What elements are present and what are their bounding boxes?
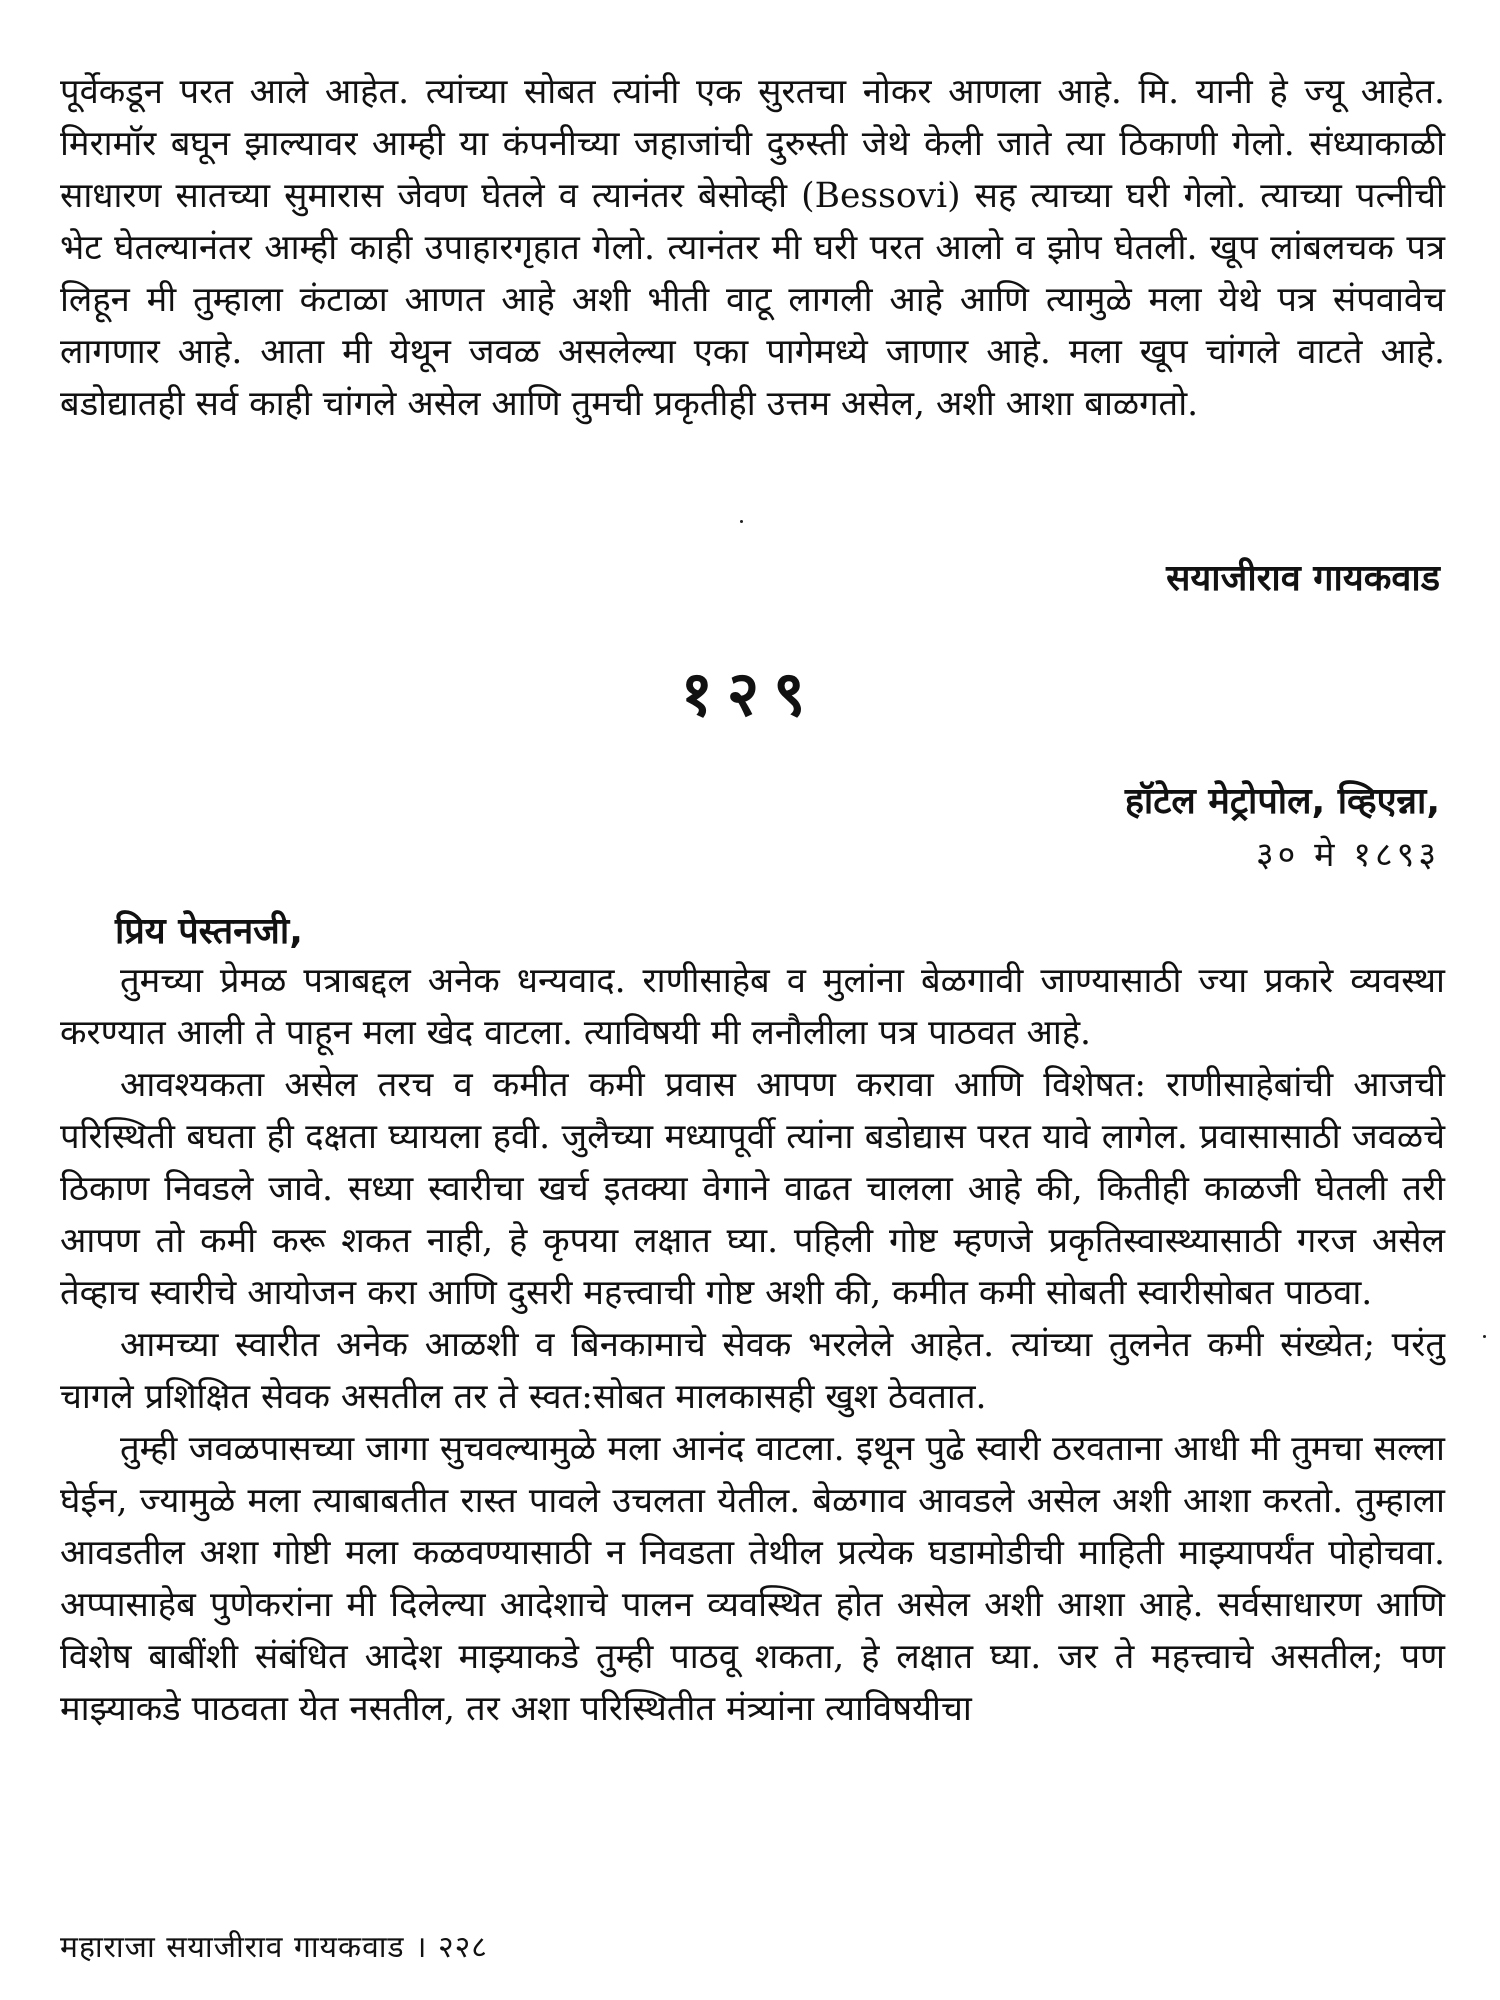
- print-speck: [740, 520, 743, 523]
- letter-paragraph: आवश्यकता असेल तरच व कमीत कमी प्रवास आपण करावा आणि विशेषत: राणीसाहेबांची आजची परिस्थिती बघता ही दक्षता घ्यायला हवी. जुलैच्या मध्यापूर्वी त्यांना बडोद्यास परत यावे लागेल. प्रवासासाठी जवळचे ठिकाण निवडले जावे. सध्या स्वारीचा खर्च इतक्या वेगाने वाढत चालला आहे की, कितीही काळजी घेतली तरी आपण तो कमी करू शकत नाही, हे कृपया लक्षात घ्या. पहिली गोष्ट म्हणजे प्रकृतिस्वास्थ्यासाठी गरज असेल तेव्हाच स्वारीचे आयोजन करा आणि दुसरी महत्त्वाची गोष्ट अशी की, कमीत कमी सोबती स्वारीसोबत पाठवा.: [60, 1065, 1445, 1313]
- letter-paragraph: तुम्ही जवळपासच्या जागा सुचवल्यामुळे मला आनंद वाटला. इथून पुढे स्वारी ठरवताना आधी मी तुमचा सल्ला घेईन, ज्यामुळे मला त्याबाबतीत रास्त पावले उचलता येतील. बेळगाव आवडले असेल अशी आशा करतो. तुम्हाला आवडतील अशा गोष्टी मला कळवण्यासाठी न निवडता तेथील प्रत्येक घडामोडीची माहिती माझ्यापर्यंत पोहोचवा. अप्पासाहेब पुणेकरांना मी दिलेल्या आदेशाचे पालन व्यवस्थित होत असेल अशी आशा आहे. सर्वसाधारण आणि विशेष बाबींशी संबंधित आदेश माझ्याकडे तुम्ही पाठवू शकता, हे लक्षात घ्या. जर ते महत्त्वाचे असतील; पण माझ्याकडे पाठवता येत नसतील, तर अशा परिस्थितीत मंत्र्यांना त्याविषयीचा: [60, 1429, 1445, 1729]
- salutation: प्रिय पेस्तनजी,: [115, 911, 303, 952]
- continued-letter-paragraph: पूर्वेकडून परत आले आहेत. त्यांच्या सोबत त्यांनी एक सुरतचा नोकर आणला आहे. मि. यानी हे ज्यू आहेत. मिरामॉर बघून झाल्यावर आम्ही या कंपनीच्या जहाजांची दुरुस्ती जेथे केली जाते त्या ठिकाणी गेलो. संध्याकाळी साधारण सातच्या सुमारास जेवण घेतले व त्यानंतर बेसोव्ही (Bessovi) सह त्याच्या घरी गेलो. त्याच्या पत्नीची भेट घेतल्यानंतर आम्ही काही उपाहारगृहात गेलो. त्यानंतर मी घरी परत आलो व झोप घेतली. खूप लांबलचक पत्र लिहून मी तुम्हाला कंटाळा आणत आहे अशी भीती वाटू लागली आहे आणि त्यामुळे मला येथे पत्र संपवावेच लागणार आहे. आता मी येथून जवळ असलेल्या एका पागेमध्ये जाणार आहे. मला खूप चांगले वाटते आहे. बडोद्यातही सर्व काही चांगले असेल आणि तुमची प्रकृतीही उत्तम असेल, अशी आशा बाळगतो.: [60, 72, 1445, 424]
- print-speck: [1483, 1335, 1486, 1338]
- letter-address: हॉटेल मेट्रोपोल, व्हिएन्ना,: [1124, 781, 1440, 822]
- letter-body: [60, 955, 1445, 1735]
- letter-paragraph: आमच्या स्वारीत अनेक आळशी व बिनकामाचे सेवक भरलेले आहेत. त्यांच्या तुलनेत कमी संख्येत; परंतु चागले प्रशिक्षित सेवक असतील तर ते स्वत:सोबत मालकासही खुश ठेवतात.: [60, 1325, 1445, 1417]
- letter-number: १२९: [680, 657, 820, 730]
- signature: सयाजीराव गायकवाड: [1166, 558, 1440, 599]
- page-footer: महाराजा सयाजीराव गायकवाड । २२८: [60, 1930, 488, 1965]
- letter-paragraph: तुमच्या प्रेमळ पत्राबद्दल अनेक धन्यवाद. राणीसाहेब व मुलांना बेळगावी जाण्यासाठी ज्या प्रकारे व्यवस्था करण्यात आली ते पाहून मला खेद वाटला. त्याविषयी मी लनौलीला पत्र पाठवत आहे.: [60, 961, 1445, 1053]
- letter-date: ३० मे १८९३: [1255, 835, 1440, 875]
